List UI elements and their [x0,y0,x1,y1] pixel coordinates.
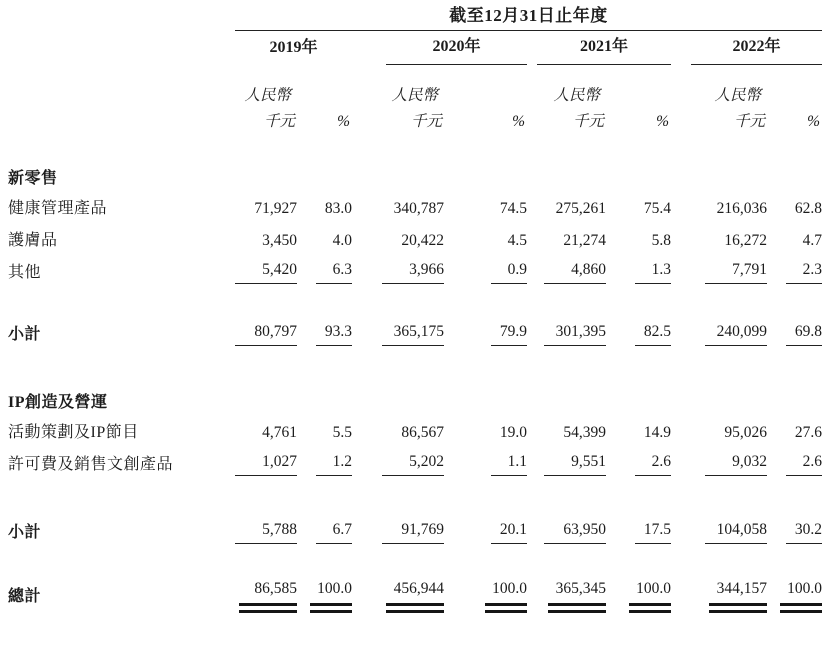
percent-value: 6.3 [316,262,352,284]
year-header-2021: 2021年 [537,39,671,65]
percent-value: 75.4 [643,200,671,218]
unit-label: 千元 [410,112,442,130]
percent-value: 14.9 [643,424,671,442]
spacer-cell [0,31,235,66]
percent-value: 27.6 [794,424,822,442]
spacer-row [0,289,822,319]
double-rule [310,603,352,613]
value: 63,950 [544,522,606,544]
value: 80,797 [235,324,297,346]
double-rule [548,603,606,613]
spacer-cell [0,65,235,103]
value: 340,787 [393,200,444,218]
value: 301,395 [544,324,606,346]
spacer-row [0,481,822,517]
value: 365,345 [555,580,606,598]
percent-value: 6.7 [316,522,352,544]
value: 365,175 [382,324,444,346]
value: 275,261 [555,200,606,218]
percent-value: 19.0 [499,424,527,442]
percent-value: 20.1 [491,522,527,544]
spacer-row [0,549,822,581]
value: 5,788 [235,522,297,544]
value: 5,420 [235,262,297,284]
year-header-2019: 2019年 [269,39,318,56]
year-header-2020: 2020年 [386,39,527,65]
percent-value: 82.5 [635,324,671,346]
year-header-cell [352,31,527,66]
percent-value: 93.3 [316,324,352,346]
value: 86,567 [401,424,444,442]
unit-header-row [0,103,822,129]
unit-label: 千元 [733,112,765,130]
percent-value: 100.0 [787,580,822,598]
value: 54,399 [563,424,606,442]
value: 16,272 [724,232,767,250]
double-rule [485,603,527,613]
percent-value: 17.5 [635,522,671,544]
double-rule [239,603,297,613]
value: 71,927 [254,200,297,218]
row-label: 許可費及銷售文創產品 [8,456,174,473]
double-rule [386,603,444,613]
row-label: 健康管理產品 [8,200,108,217]
percent-value: 4.7 [802,232,822,250]
percent-value: 0.9 [491,262,527,284]
percent-value: 5.5 [332,424,352,442]
value: 344,157 [716,580,767,598]
percent-value: 1.3 [635,262,671,284]
year-header-cell [527,31,671,66]
row-label: 活動策劃及IP節目 [8,424,139,441]
percent-value: 1.2 [316,454,352,476]
currency-label: 人民幣 [553,86,600,104]
percent-value: 62.8 [794,200,822,218]
percent-value: 2.3 [786,262,822,284]
percent-label: % [656,112,669,130]
value: 3,450 [262,232,297,250]
currency-label: 人民幣 [714,86,761,104]
percent-value: 30.2 [786,522,822,544]
total-row [0,581,822,613]
section-label: 新零售 [8,170,58,187]
percent-value: 100.0 [317,580,352,598]
subtotal-row [0,319,822,351]
currency-header-row [0,65,822,103]
row-label: 其他 [8,264,42,281]
value: 240,099 [705,324,767,346]
table-row [0,417,822,449]
table-row [0,225,822,257]
value: 9,032 [705,454,767,476]
value: 104,058 [705,522,767,544]
double-rule [780,603,822,613]
percent-value: 1.1 [491,454,527,476]
subtotal-row [0,517,822,549]
double-rule [709,603,767,613]
percent-value: 5.8 [651,232,671,250]
percent-value: 2.6 [635,454,671,476]
value: 4,761 [262,424,297,442]
year-header-2022: 2022年 [691,39,822,65]
subtotal-label: 小計 [8,326,42,343]
value: 3,966 [382,262,444,284]
value: 7,791 [705,262,767,284]
year-header-cell [235,31,352,66]
spacer-cell [0,103,235,129]
double-rule [629,603,671,613]
section-label: IP創造及營運 [8,394,108,411]
percent-value: 4.0 [332,232,352,250]
value: 216,036 [716,200,767,218]
value: 20,422 [401,232,444,250]
year-header-row [0,31,822,66]
percent-label: % [512,112,525,130]
table-row [0,193,822,225]
value: 91,769 [382,522,444,544]
value: 86,585 [254,580,297,598]
unit-label: 千元 [263,112,295,130]
table-header-title-row [0,0,822,31]
percent-value: 2.6 [786,454,822,476]
value: 9,551 [544,454,606,476]
subtotal-label: 小計 [8,524,42,541]
section-header-row [0,165,822,193]
year-header-cell [671,31,822,66]
value: 4,860 [544,262,606,284]
value: 5,202 [382,454,444,476]
table-row [0,449,822,481]
table-title: 截至12月31日止年度 [235,0,822,31]
section-header-row [0,389,822,417]
value: 95,026 [724,424,767,442]
row-label: 護膚品 [8,232,58,249]
percent-value: 100.0 [492,580,527,598]
currency-label: 人民幣 [391,86,438,104]
spacer-row [0,129,822,165]
table-row [0,257,822,289]
spacer-row [0,351,822,389]
percent-value: 69.8 [786,324,822,346]
percent-value: 4.5 [507,232,527,250]
percent-value: 79.9 [491,324,527,346]
value: 21,274 [563,232,606,250]
value: 1,027 [235,454,297,476]
total-label: 總計 [8,588,42,605]
unit-label: 千元 [572,112,604,130]
currency-label: 人民幣 [244,86,291,104]
spacer-cell [0,0,235,31]
percent-value: 100.0 [636,580,671,598]
percent-value: 74.5 [499,200,527,218]
percent-label: % [807,112,820,130]
percent-label: % [337,112,350,130]
value: 456,944 [393,580,444,598]
percent-value: 83.0 [324,200,352,218]
